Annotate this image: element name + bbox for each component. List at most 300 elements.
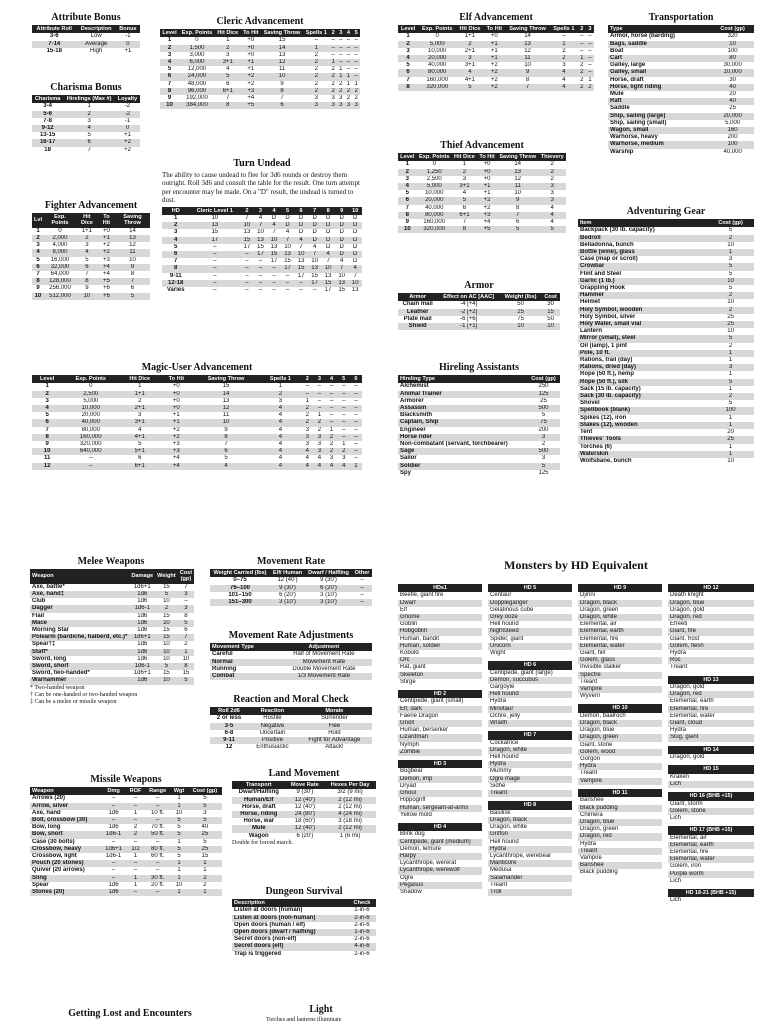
table-row bbox=[210, 730, 372, 737]
monster-row bbox=[668, 734, 754, 741]
table-cell: 2 (12 mi) bbox=[324, 825, 376, 832]
table-cell: 15 bbox=[294, 265, 308, 272]
monster-row bbox=[578, 628, 662, 635]
table-row bbox=[32, 264, 150, 271]
table-cell: 500 bbox=[527, 405, 560, 412]
table-row bbox=[30, 860, 222, 867]
table-cell: 3 bbox=[278, 397, 283, 404]
table-row bbox=[398, 62, 594, 69]
table-cell: 5 bbox=[188, 817, 222, 824]
table-cell: 1 bbox=[588, 76, 592, 83]
table-cell: 4 bbox=[550, 204, 554, 211]
table-cell: 10 bbox=[155, 620, 178, 627]
table-cell: 20,000 bbox=[417, 197, 452, 204]
monster-row bbox=[398, 889, 482, 896]
table-row bbox=[398, 212, 566, 219]
table-row bbox=[398, 48, 594, 55]
table-row bbox=[32, 293, 150, 300]
table-cell: 10 bbox=[727, 299, 734, 306]
table-cell: – bbox=[213, 272, 217, 279]
table-cell: – bbox=[329, 45, 337, 52]
monster-name: Lich bbox=[670, 814, 682, 821]
table-cell: 3 bbox=[167, 51, 172, 58]
column-header: To Hit bbox=[160, 375, 192, 383]
table-cell: 8 bbox=[130, 271, 135, 278]
table-cell: Non-combatant (servant, torchbearer) bbox=[400, 441, 508, 448]
table-cell: Careful bbox=[212, 651, 233, 658]
table-cell: – bbox=[245, 258, 249, 265]
table-cell: 9-11 bbox=[169, 272, 182, 279]
table-row bbox=[210, 577, 372, 584]
table-row bbox=[398, 419, 560, 426]
table-row bbox=[32, 398, 362, 405]
table-cell: Pole, 10 ft. bbox=[578, 350, 707, 357]
monster-name: Hydra bbox=[580, 840, 597, 847]
table-cell: – bbox=[326, 391, 338, 398]
table-cell: 9 bbox=[405, 219, 409, 226]
table-cell: 3 bbox=[562, 62, 566, 69]
monster-name: Golem, stone bbox=[668, 808, 754, 815]
monster-row bbox=[578, 756, 662, 763]
monster-row bbox=[668, 815, 754, 822]
table-cell: 80 ft. bbox=[145, 846, 170, 853]
table-cell: 9 bbox=[224, 426, 228, 433]
monster-hd-group bbox=[668, 765, 754, 788]
table-cell: 20,000 bbox=[81, 412, 100, 419]
table-cell: 1 bbox=[337, 73, 345, 80]
monster-hd-header: HD 10 bbox=[578, 704, 662, 712]
table-cell: 5 bbox=[170, 831, 187, 838]
table-cell: Raft bbox=[608, 98, 711, 105]
armor-table bbox=[398, 293, 560, 330]
table-cell: +4 bbox=[98, 264, 115, 271]
table-row bbox=[232, 811, 376, 818]
table-cell: 1d6 bbox=[129, 649, 155, 656]
table-cell: 17 bbox=[281, 265, 295, 272]
table-cell: – bbox=[360, 591, 364, 598]
column-header: Exp. Points bbox=[44, 213, 76, 228]
table-cell: 4 bbox=[63, 125, 115, 132]
dungeon-survival-section bbox=[232, 886, 376, 958]
table-cell: 3 (18 mi) bbox=[338, 818, 362, 825]
monster-row bbox=[488, 713, 572, 720]
monster-row bbox=[488, 691, 572, 698]
monster-name: Golem, wood bbox=[578, 749, 662, 756]
table-row bbox=[578, 242, 754, 249]
table-row bbox=[232, 922, 376, 929]
monster-name: Djinni bbox=[580, 592, 596, 599]
table-cell: 15 bbox=[155, 634, 178, 641]
table-row bbox=[32, 391, 362, 398]
table-cell: 2 bbox=[346, 95, 351, 102]
table-cell: 5 bbox=[728, 270, 733, 277]
elf-advancement-table bbox=[398, 25, 594, 91]
table-cell: D bbox=[321, 222, 335, 229]
table-row bbox=[32, 132, 140, 139]
table-row bbox=[608, 120, 754, 127]
table-cell: Spy bbox=[400, 469, 412, 476]
monster-row bbox=[488, 790, 572, 797]
table-cell: 100 bbox=[711, 141, 754, 148]
column-header: Thievery bbox=[538, 153, 566, 161]
monster-name: Giant, hill bbox=[580, 650, 606, 657]
table-cell: 30 bbox=[547, 301, 554, 308]
table-row bbox=[30, 817, 222, 824]
table-cell: 5 bbox=[527, 463, 560, 470]
magic-user-advancement-section bbox=[32, 362, 362, 470]
table-cell: 1d6-1 bbox=[129, 605, 155, 612]
table-cell: – bbox=[258, 287, 263, 294]
table-cell: 7 bbox=[36, 271, 40, 278]
table-header-row bbox=[32, 25, 140, 33]
table-cell: 1d6+1 bbox=[133, 583, 151, 590]
table-cell: 13-15 bbox=[39, 132, 56, 139]
table-cell: 320,000 bbox=[417, 226, 452, 233]
table-cell: 4 bbox=[278, 455, 283, 462]
table-row bbox=[608, 149, 754, 156]
table-cell: 5 bbox=[85, 256, 89, 263]
monster-name: Elemental, water bbox=[578, 643, 662, 650]
table-cell: 6 bbox=[160, 73, 179, 80]
table-cell: -1 bbox=[124, 117, 131, 124]
table-cell: 2 bbox=[586, 84, 594, 91]
table-cell: 10 bbox=[727, 457, 734, 464]
monster-name: Dwarf bbox=[398, 600, 482, 607]
table-cell: 6 (20') bbox=[305, 585, 352, 592]
monster-hd-group bbox=[488, 801, 572, 896]
table-cell: – bbox=[314, 37, 318, 44]
monster-row bbox=[668, 691, 754, 698]
table-row bbox=[160, 81, 360, 88]
table-cell: – bbox=[350, 434, 362, 441]
table-cell: 2+1 bbox=[119, 405, 160, 412]
monster-name: Human, soldier bbox=[398, 643, 482, 650]
table-cell: Spikes (12), iron bbox=[580, 414, 627, 421]
column-header: Saving Throw bbox=[505, 25, 550, 33]
monster-name: Stirge bbox=[400, 678, 416, 685]
table-cell: – bbox=[281, 280, 295, 287]
monster-name: Zombie bbox=[398, 749, 482, 756]
table-cell: – bbox=[301, 391, 313, 398]
table-row bbox=[398, 84, 594, 91]
table-cell: 60 ft. bbox=[150, 853, 165, 860]
table-cell: 1 bbox=[462, 161, 467, 168]
table-cell: 4 bbox=[260, 448, 302, 455]
monsters-col-4 bbox=[668, 584, 754, 909]
table-cell: – bbox=[312, 287, 317, 294]
monster-row bbox=[578, 833, 662, 840]
monster-name: Hydra bbox=[670, 727, 687, 734]
missile-weapons-title: Missile Weapons bbox=[90, 774, 162, 785]
table-cell: 70 ft. bbox=[150, 824, 165, 831]
monster-name: Death knight bbox=[670, 592, 704, 599]
monster-name: Dragon, green bbox=[580, 606, 619, 613]
table-cell: 7 bbox=[184, 583, 188, 590]
table-cell: 4 bbox=[398, 55, 418, 62]
monster-row bbox=[578, 607, 662, 614]
table-cell: +2 bbox=[115, 139, 140, 146]
table-cell: 3 bbox=[456, 55, 483, 62]
monster-name: Hydra bbox=[490, 698, 507, 705]
table-cell: 4 bbox=[260, 419, 302, 426]
table-cell: Horse, draft bbox=[241, 803, 276, 810]
table-cell: Warship bbox=[610, 148, 634, 155]
table-cell: 5 bbox=[115, 293, 150, 300]
table-row bbox=[210, 659, 372, 666]
table-cell: 1 bbox=[177, 795, 181, 802]
column-header: Cost (gp) bbox=[179, 570, 193, 583]
column-header: Hit Dice bbox=[215, 29, 241, 37]
table-cell: 2 bbox=[578, 84, 586, 91]
table-cell: 20 ft. bbox=[150, 881, 165, 888]
table-cell: 7 bbox=[167, 80, 172, 87]
table-cell: 1 bbox=[170, 875, 187, 882]
table-row bbox=[160, 73, 360, 80]
table-cell: +3 bbox=[477, 212, 497, 219]
table-row bbox=[578, 263, 754, 270]
table-cell: D bbox=[353, 229, 358, 236]
monster-row bbox=[578, 812, 662, 819]
table-row bbox=[398, 69, 594, 76]
table-row bbox=[160, 52, 360, 59]
table-cell: 10 bbox=[514, 190, 522, 197]
table-cell: 1 bbox=[707, 350, 754, 357]
monster-row bbox=[578, 693, 662, 700]
monster-name: Demon, baalroch bbox=[580, 712, 626, 719]
adventuring-gear-table bbox=[578, 219, 754, 465]
table-cell: D bbox=[312, 229, 317, 236]
table-cell: 3 bbox=[226, 51, 230, 58]
table-cell: 1 bbox=[406, 33, 410, 40]
monster-row bbox=[668, 664, 754, 671]
table-header-row bbox=[398, 375, 560, 383]
monster-hd-header: HD 17 (BHB +15) bbox=[668, 826, 754, 834]
table-cell: 5 bbox=[452, 197, 477, 204]
table-cell: – bbox=[345, 45, 353, 52]
table-row bbox=[210, 666, 372, 673]
fighter-advancement-table bbox=[32, 213, 150, 300]
table-cell: Movement Rate bbox=[276, 659, 372, 666]
monster-row bbox=[488, 747, 572, 754]
table-cell: 1 bbox=[350, 463, 362, 470]
table-cell: 8 bbox=[76, 278, 98, 285]
table-cell: Warhammer bbox=[30, 677, 129, 684]
column-header: Saving Throw bbox=[115, 213, 150, 228]
table-cell: 10 bbox=[163, 655, 170, 662]
table-cell: – bbox=[339, 37, 343, 44]
column-header: Roll 2d6 bbox=[210, 707, 248, 715]
monster-name: Gnoll bbox=[398, 720, 482, 727]
table-cell: 2 bbox=[562, 47, 566, 54]
table-cell: 15 bbox=[163, 670, 170, 677]
monster-name: Gnome bbox=[398, 614, 482, 621]
table-row bbox=[608, 134, 754, 141]
monster-name: Harpy bbox=[398, 853, 482, 860]
table-cell: 1 bbox=[133, 853, 138, 860]
table-cell: – bbox=[360, 577, 364, 584]
monster-name: Doppleganger bbox=[488, 600, 572, 607]
table-cell: Warhorse, medium bbox=[608, 141, 711, 148]
table-row bbox=[578, 307, 754, 314]
monster-row bbox=[398, 734, 482, 741]
getting-lost-title: Getting Lost and Encounters bbox=[68, 1008, 192, 1019]
column-header: Saving Throw bbox=[192, 375, 259, 383]
table-cell: 3 (10') bbox=[320, 591, 337, 598]
table-cell: 5 bbox=[707, 263, 754, 270]
table-row bbox=[30, 656, 194, 663]
table-row bbox=[30, 803, 222, 810]
column-header: 3 bbox=[586, 25, 594, 33]
table-cell: 6 bbox=[398, 197, 417, 204]
monster-row bbox=[398, 713, 482, 720]
table-row bbox=[398, 441, 560, 448]
table-row bbox=[398, 183, 566, 190]
table-cell: 4 bbox=[138, 426, 142, 433]
table-row bbox=[578, 285, 754, 292]
table-cell: 3 bbox=[314, 95, 318, 102]
monster-name: Banshee bbox=[578, 862, 662, 869]
table-cell: 2 bbox=[215, 45, 241, 52]
table-cell: 2 bbox=[452, 169, 477, 176]
adventuring-gear-title: Adventuring Gear bbox=[626, 206, 706, 217]
table-cell: 80,000 bbox=[417, 212, 452, 219]
column-header: ROF bbox=[126, 787, 145, 795]
transportation-section bbox=[608, 12, 754, 156]
table-cell: Tent bbox=[580, 429, 593, 436]
column-header: Movement Type bbox=[210, 643, 276, 651]
table-header-row bbox=[30, 787, 222, 795]
table-cell: 5,000 bbox=[725, 119, 741, 126]
table-cell: Wagon, small bbox=[608, 127, 711, 134]
monster-name: Mummy bbox=[490, 768, 512, 775]
table-cell: +3 bbox=[103, 256, 110, 263]
table-row bbox=[210, 585, 372, 592]
table-cell: +1 bbox=[160, 419, 192, 426]
monster-row bbox=[398, 790, 482, 797]
monster-name: Elemental, fire bbox=[670, 848, 709, 855]
table-cell: Secret doors (elf) bbox=[232, 943, 348, 950]
table-row bbox=[578, 422, 754, 429]
thief-advancement-section bbox=[398, 140, 566, 233]
monster-hd-header: HD 13 bbox=[668, 676, 754, 684]
monster-hd-header: HD 3 bbox=[398, 760, 482, 768]
table-cell: 1d6 bbox=[129, 677, 155, 684]
table-cell: 10 bbox=[541, 323, 560, 330]
monster-name: Treant bbox=[580, 678, 598, 685]
table-cell: 5 bbox=[45, 412, 49, 419]
column-header: Level bbox=[160, 29, 179, 37]
table-cell: 6,000 bbox=[179, 59, 215, 66]
monster-hd-header: HD 8 bbox=[488, 801, 572, 809]
table-cell: +0 bbox=[172, 383, 180, 390]
table-cell: 1d6 bbox=[101, 889, 126, 896]
table-cell: 7 bbox=[178, 634, 194, 641]
monster-row bbox=[578, 672, 662, 679]
table-cell: – bbox=[329, 412, 334, 419]
table-cell: D bbox=[325, 243, 331, 250]
monster-row bbox=[488, 831, 572, 838]
table-cell: 40 bbox=[711, 84, 754, 91]
table-row bbox=[608, 98, 754, 105]
table-cell: 1d6 bbox=[137, 598, 148, 605]
table-cell: 10 bbox=[338, 272, 346, 279]
table-cell: 2 bbox=[550, 55, 578, 62]
table-row bbox=[32, 285, 150, 292]
table-cell: Grappling Hook bbox=[580, 285, 625, 292]
table-cell: 2 bbox=[314, 51, 318, 58]
table-cell: 13 bbox=[497, 169, 538, 176]
attribute-bonus-title: Attribute Bonus bbox=[51, 12, 121, 23]
table-row bbox=[578, 444, 754, 451]
table-cell: – bbox=[317, 397, 322, 404]
table-row bbox=[30, 605, 194, 612]
table-cell: 15 bbox=[284, 258, 291, 265]
table-cell: 1d6 bbox=[108, 809, 119, 816]
table-cell: 12 bbox=[32, 463, 62, 470]
table-cell: 320 bbox=[727, 33, 738, 40]
table-cell: Helmet bbox=[580, 299, 601, 306]
table-cell: 13 bbox=[308, 265, 322, 272]
table-cell: 5 bbox=[167, 66, 172, 73]
table-cell: 1 bbox=[278, 383, 283, 390]
table-cell: 3 bbox=[538, 183, 566, 190]
table-cell: – bbox=[111, 838, 116, 845]
table-cell: -2 bbox=[124, 103, 131, 110]
table-cell: D bbox=[353, 258, 358, 265]
table-cell: 6+1 bbox=[119, 463, 160, 470]
table-cell: Attack! bbox=[325, 744, 344, 751]
column-header: Hit Dice bbox=[456, 25, 483, 33]
table-cell: 50 ft. bbox=[145, 831, 170, 838]
table-cell: +1 bbox=[477, 183, 497, 190]
table-cell: 8 bbox=[32, 434, 62, 441]
getting-lost-section bbox=[30, 1008, 230, 1021]
table-cell: 3 bbox=[174, 229, 178, 236]
table-cell: Bow, long bbox=[32, 824, 61, 831]
monster-name: Wight bbox=[490, 650, 506, 657]
table-cell: 5-6 bbox=[32, 111, 63, 118]
table-cell: 2-in-6 bbox=[354, 950, 370, 957]
table-row bbox=[162, 215, 362, 222]
table-cell: 2 (12 mi) bbox=[338, 803, 362, 810]
table-cell: 6 bbox=[462, 204, 467, 211]
table-cell: – bbox=[133, 795, 138, 802]
table-cell: Stakes (12), wooden bbox=[578, 422, 707, 429]
table-cell: +1 bbox=[484, 55, 505, 62]
table-cell: +2 bbox=[103, 242, 110, 249]
thief-advancement-title: Thief Advancement bbox=[440, 140, 524, 151]
table-cell: 2 bbox=[326, 448, 338, 455]
table-cell: Wolfsbane, bunch bbox=[580, 457, 632, 464]
table-cell: 7 bbox=[281, 237, 295, 244]
monster-row bbox=[398, 698, 482, 705]
table-cell: Plate mail bbox=[403, 315, 432, 322]
table-cell: High bbox=[90, 47, 103, 54]
table-cell: 1d6 bbox=[108, 881, 119, 888]
table-cell: 5 bbox=[203, 795, 207, 802]
table-header-row bbox=[398, 153, 566, 161]
table-row bbox=[398, 434, 560, 441]
thief-advancement-table bbox=[398, 153, 566, 233]
table-row bbox=[30, 795, 222, 802]
table-row bbox=[398, 463, 560, 470]
table-cell: 3 bbox=[36, 242, 40, 249]
monster-name: Elemental, earth bbox=[668, 842, 754, 849]
table-cell: – bbox=[245, 272, 249, 279]
dungeon-survival-title: Dungeon Survival bbox=[265, 886, 343, 897]
table-cell: 2 bbox=[260, 391, 302, 398]
column-header: Cleric Level 1 bbox=[189, 207, 240, 215]
